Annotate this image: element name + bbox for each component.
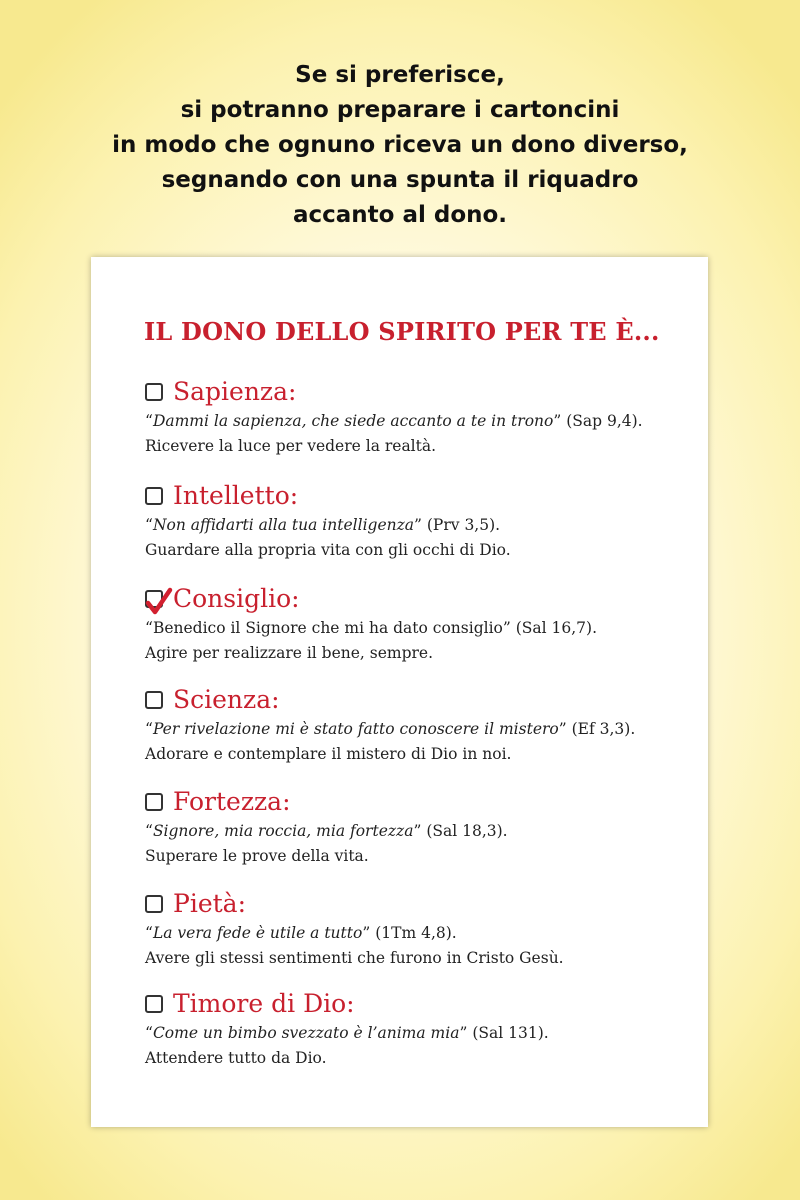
gift-quote: “Benedico il Signore che mi ha dato consiglio” (Sal 16,7). xyxy=(145,619,598,637)
quote-text: La vera fede è utile a tutto xyxy=(152,924,363,942)
gift-header xyxy=(145,887,695,921)
quote-text: Come un bimbo svezzato è l’anima mia xyxy=(152,1024,460,1042)
gift-header xyxy=(145,479,695,513)
gift-item-intelletto xyxy=(145,479,695,563)
gift-item-sapienza xyxy=(145,375,695,459)
intro-line: in modo che ognuno riceva un dono diverso, xyxy=(112,132,688,158)
quote-text: Benedico il Signore che mi ha dato consiglio xyxy=(152,619,503,637)
gift-name: Pietà: xyxy=(173,889,246,918)
quote-text: Per rivelazione mi è stato fatto conoscere il mistero xyxy=(152,720,559,738)
intro-text xyxy=(0,58,800,233)
gift-header xyxy=(145,582,695,616)
quote-reference: (Ef 3,3). xyxy=(566,720,636,738)
gift-name: Scienza: xyxy=(173,685,280,714)
intro-line: accanto al dono. xyxy=(292,202,508,228)
gift-description: Avere gli stessi sentimenti che furono in Cristo Gesù. xyxy=(145,949,564,967)
gift-quote: “Signore, mia roccia, mia fortezza” (Sal 18,3). xyxy=(145,822,508,840)
quote-reference: (1Tm 4,8). xyxy=(370,924,457,942)
gift-item-scienza xyxy=(145,683,695,767)
gift-header xyxy=(145,785,695,819)
card-title: IL DONO DELLO SPIRITO PER TE È... xyxy=(144,317,660,346)
intro-line: si potranno preparare i cartoncini xyxy=(180,97,620,123)
gift-description: Agire per realizzare il bene, sempre. xyxy=(145,644,434,662)
gift-description: Ricevere la luce per vedere la realtà. xyxy=(145,437,437,455)
gift-quote: “La vera fede è utile a tutto” (1Tm 4,8). xyxy=(145,924,457,942)
gift-item-consiglio xyxy=(145,582,695,666)
gift-name: Sapienza: xyxy=(173,377,297,406)
intro-line: Se si preferisce, xyxy=(295,62,505,88)
gift-checkbox[interactable] xyxy=(145,691,163,709)
gift-header xyxy=(145,987,695,1021)
gift-card xyxy=(91,257,708,1127)
gift-description: Guardare alla propria vita con gli occhi di Dio. xyxy=(145,541,511,559)
gift-checkbox[interactable] xyxy=(145,995,163,1013)
quote-text: Non affidarti alla tua intelligenza xyxy=(152,516,415,534)
quote-reference: (Sal 131). xyxy=(467,1024,549,1042)
quote-text: Signore, mia roccia, mia fortezza xyxy=(152,822,414,840)
quote-reference: (Sap 9,4). xyxy=(561,412,643,430)
gift-name: Timore di Dio: xyxy=(173,989,355,1018)
quote-reference: (Sal 18,3). xyxy=(421,822,508,840)
gift-name: Intelletto: xyxy=(173,481,299,510)
gift-quote: “Non affidarti alla tua intelligenza” (Prv 3,5). xyxy=(145,516,501,534)
intro-line: segnando con una spunta il riquadro xyxy=(161,167,639,193)
gift-name: Fortezza: xyxy=(173,787,291,816)
checkmark-icon xyxy=(144,588,174,618)
gift-quote: “Per rivelazione mi è stato fatto conoscere il mistero” (Ef 3,3). xyxy=(145,720,636,738)
quote-reference: (Prv 3,5). xyxy=(421,516,501,534)
gift-item-pieta xyxy=(145,887,695,971)
gift-header xyxy=(145,683,695,717)
gift-description: Attendere tutto da Dio. xyxy=(145,1049,327,1067)
gift-checkbox[interactable] xyxy=(145,590,163,608)
gift-header xyxy=(145,375,695,409)
gift-quote: “Dammi la sapienza, che siede accanto a te in trono” (Sap 9,4). xyxy=(145,412,643,430)
gift-description: Superare le prove della vita. xyxy=(145,847,369,865)
gift-name: Consiglio: xyxy=(173,584,300,613)
gift-description: Adorare e contemplare il mistero di Dio in noi. xyxy=(145,745,512,763)
quote-text: Dammi la sapienza, che siede accanto a te in trono xyxy=(152,412,554,430)
gift-checkbox[interactable] xyxy=(145,383,163,401)
quote-reference: (Sal 16,7). xyxy=(510,619,598,637)
gift-checkbox[interactable] xyxy=(145,487,163,505)
gift-quote: “Come un bimbo svezzato è l’anima mia” (Sal 131). xyxy=(145,1024,549,1042)
gift-item-timore-di-dio xyxy=(145,987,695,1071)
gift-item-fortezza xyxy=(145,785,695,869)
gift-checkbox[interactable] xyxy=(145,895,163,913)
gift-checkbox[interactable] xyxy=(145,793,163,811)
